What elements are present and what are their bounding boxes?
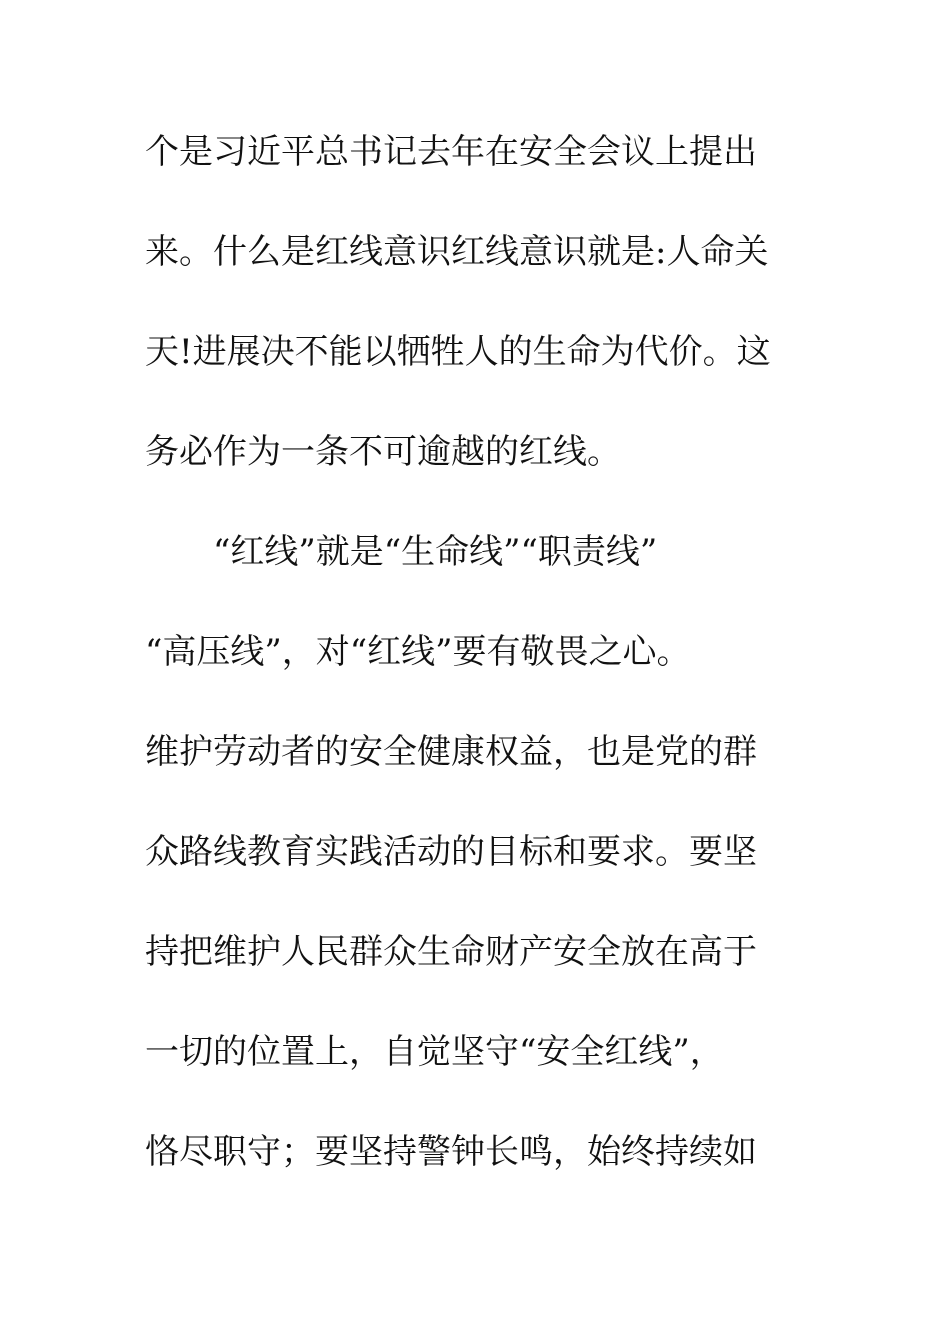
text-line: 维护劳动者的安全健康权益，也是党的群 [145, 732, 757, 772]
text-line: 个是习近平总书记去年在安全会议上提出 [145, 132, 757, 172]
text-line: “高压线”，对“红线”要有敬畏之心。 [145, 632, 691, 672]
text-line: 一切的位置上，自觉坚守“安全红线”， [145, 1032, 724, 1072]
paragraph-start-line: “红线”就是“生命线”“职责线” [213, 532, 658, 572]
text-line: 恪尽职守；要坚持警钟长鸣，始终持续如 [145, 1132, 757, 1172]
text-line: 持把维护人民群众生命财产安全放在高于 [145, 932, 757, 972]
text-line: 来。什么是红线意识红线意识就是:人命关 [145, 232, 769, 272]
text-line: 务必作为一条不可逾越的红线。 [145, 432, 621, 472]
text-line: 众路线教育实践活动的目标和要求。要坚 [145, 832, 757, 872]
text-line: 天!进展决不能以牺牲人的生命为代价。这 [145, 332, 771, 372]
